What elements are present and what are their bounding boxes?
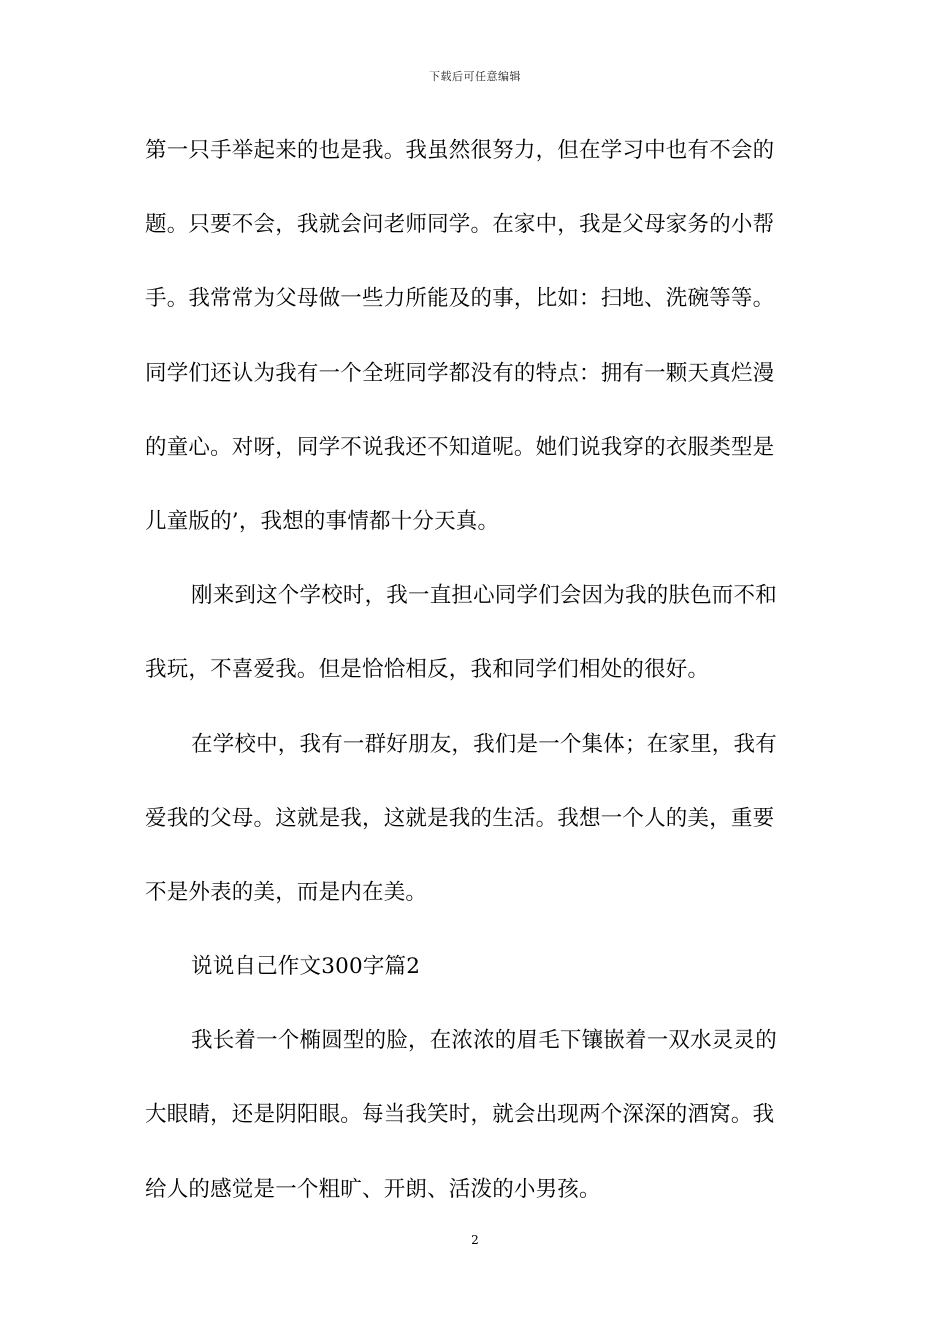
text-line-9: 在学校中，我有一群好朋友，我们是一个集体；在家里，我有 xyxy=(191,731,777,757)
section-heading: 说说自己作文300字篇2 xyxy=(191,954,421,980)
text-line-3: 手。我常常为父母做一些力所能及的事，比如：扫地、洗碗等等。 xyxy=(145,286,775,312)
text-line-11: 不是外表的美，而是内在美。 xyxy=(145,879,428,905)
page-header: 下载后可任意编辑 xyxy=(429,70,521,83)
text-line-7: 刚来到这个学校时，我一直担心同学们会因为我的肤色而不和 xyxy=(191,583,777,609)
text-line-15: 给人的感觉是一个粗旷、开朗、活泼的小男孩。 xyxy=(145,1176,601,1202)
text-line-4: 同学们还认为我有一个全班同学都没有的特点：拥有一颗天真烂漫 xyxy=(145,360,775,386)
text-line-5: 的童心。对呀，同学不说我还不知道呢。她们说我穿的衣服类型是 xyxy=(145,434,775,460)
text-line-13: 我长着一个椭圆型的脸，在浓浓的眉毛下镶嵌着一双水灵灵的 xyxy=(191,1028,777,1054)
text-line-6: 儿童版的’，我想的事情都十分天真。 xyxy=(145,508,500,534)
text-line-8: 我玩，不喜爱我。但是恰恰相反，我和同学们相处的很好。 xyxy=(145,657,710,683)
text-line-10: 爱我的父母。这就是我，这就是我的生活。我想一个人的美，重要 xyxy=(145,805,775,831)
document-body xyxy=(145,128,807,1241)
page-number: 2 xyxy=(471,1233,479,1247)
text-line-2: 题。只要不会，我就会问老师同学。在家中，我是父母家务的小帮 xyxy=(145,212,775,238)
text-line-1: 第一只手举起来的也是我。我虽然很努力，但在学习中也有不会的 xyxy=(145,138,775,163)
text-line-14: 大眼睛，还是阴阳眼。每当我笑时，就会出现两个深深的酒窝。我 xyxy=(145,1102,775,1128)
